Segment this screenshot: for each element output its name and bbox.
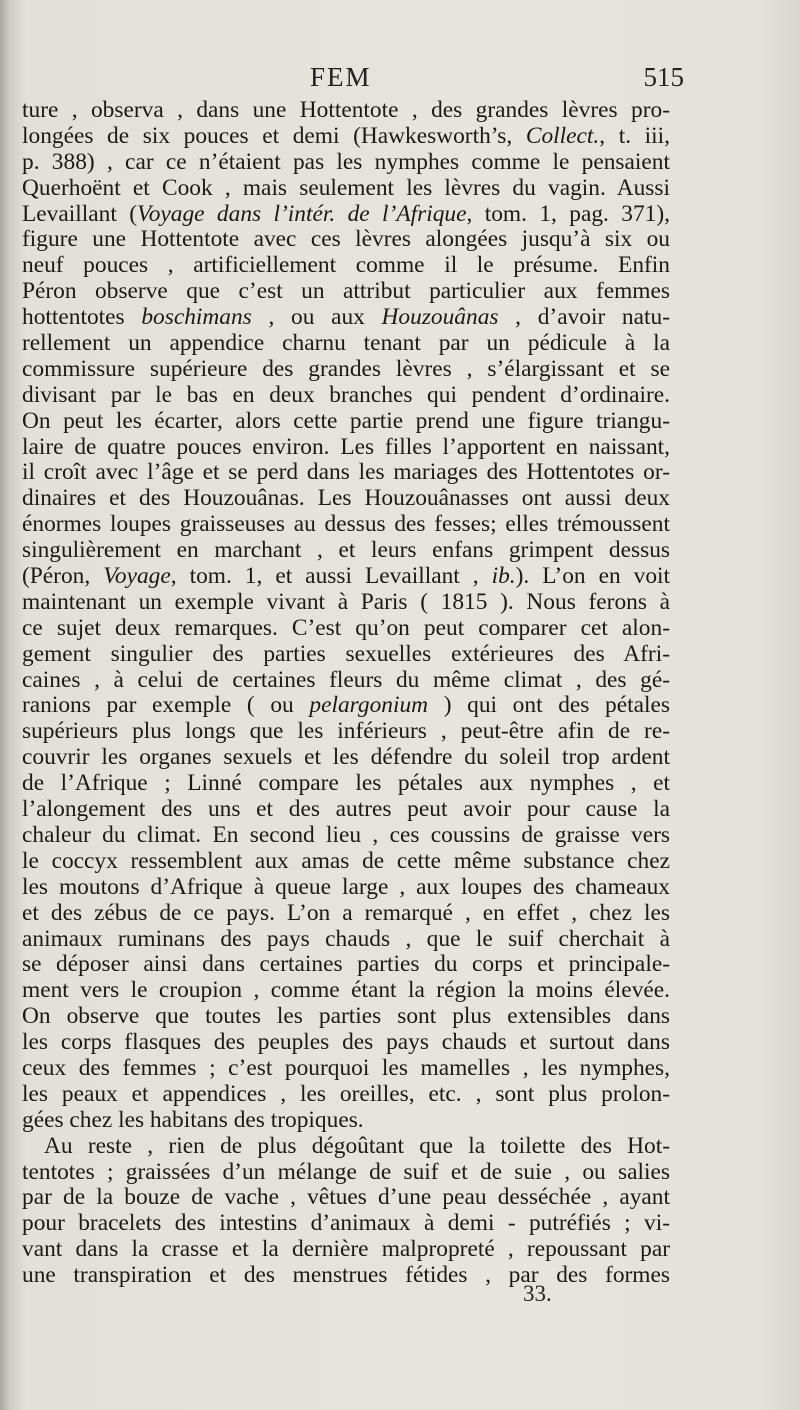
- text-line: [22, 616, 670, 642]
- text-segment: , tom. 1, et aussi Levaillant ,: [170, 563, 492, 590]
- text-line: [22, 150, 670, 176]
- text-line: [22, 331, 670, 357]
- italic-text: Voyage dans l’intér. de l’Afrique: [137, 200, 467, 227]
- text-segment: ce sujet deux remarques. C’est qu’on peut comparer cet alon-: [22, 614, 670, 641]
- text-segment: hottentotes: [22, 304, 142, 331]
- text-line: [22, 693, 670, 719]
- text-line: [22, 849, 670, 875]
- text-line: [22, 124, 670, 150]
- text-line: [22, 1160, 670, 1186]
- text-line: [22, 305, 670, 331]
- text-segment: , ou aux: [251, 304, 382, 331]
- text-line: [22, 823, 670, 849]
- text-line: [22, 1134, 670, 1160]
- text-segment: une transpiration et des menstrues fétides , par des formes: [22, 1262, 670, 1289]
- text-segment: les corps flasques des peuples des pays chauds et surtout dans: [22, 1029, 670, 1056]
- text-segment: les peaux et appendices , les oreilles, etc. , sont plus prolon-: [22, 1080, 670, 1107]
- text-segment: ). L’on en voit: [515, 563, 671, 590]
- text-segment: caines , à celui de certaines fleurs du même climat , des gé-: [22, 666, 670, 693]
- text-line: [22, 98, 670, 124]
- text-line: [22, 1056, 670, 1082]
- text-segment: chaleur du climat. En second lieu , ces coussins de graisse vers: [22, 821, 670, 848]
- italic-text: Voyage: [103, 563, 171, 590]
- text-segment: longées de six pouces et demi (Hawkesworth’s,: [22, 122, 526, 149]
- text-segment: dinaires et des Houzouânas. Les Houzouânasses ont aussi deux: [22, 485, 670, 512]
- text-segment: , tom. 1, pag. 371),: [466, 200, 670, 227]
- text-segment: p. 388) , car ce n’étaient pas les nymphes comme le pensaient: [22, 148, 670, 175]
- text-segment: laire de quatre pouces environ. Les filles l’apportent en naissant,: [22, 433, 670, 460]
- text-segment: (Péron,: [22, 563, 104, 590]
- text-segment: , d’avoir natu-: [498, 304, 670, 331]
- text-line: [22, 797, 670, 823]
- text-line: [22, 901, 670, 927]
- text-segment: gement singulier des parties sexuelles extérieures des Afri-: [22, 640, 670, 667]
- text-line: [22, 668, 670, 694]
- page-header: [20, 58, 684, 98]
- text-segment: couvrir les organes sexuels et les défendre du soleil trop ardent: [22, 744, 670, 771]
- text-segment: gées chez les habitans des tropiques.: [22, 1106, 364, 1133]
- text-segment: les moutons d’Afrique à queue large , aux loupes des chameaux: [22, 873, 670, 900]
- text-line: [22, 745, 670, 771]
- italic-text: pelargonium: [309, 692, 429, 719]
- text-line: [22, 875, 670, 901]
- text-line: [22, 383, 670, 409]
- text-segment: tentotes ; graissées d’un mélange de suif et de suie , ou salies: [22, 1158, 670, 1185]
- text-line: [22, 927, 670, 953]
- text-line: [22, 1263, 670, 1289]
- text-segment: commissure supérieure des grandes lèvres , s’élargissant et se: [22, 355, 670, 382]
- text-segment: Au reste , rien de plus dégoûtant que la toilette des Hot-: [44, 1132, 670, 1159]
- text-segment: ) qui ont des pétales: [428, 692, 670, 719]
- page-number: 515: [643, 62, 684, 92]
- text-segment: le coccyx ressemblent aux amas de cette même substance chez: [22, 847, 670, 874]
- text-segment: ture , observa , dans une Hottentote , des grandes lèvres pro-: [22, 97, 670, 123]
- text-line: [22, 1030, 670, 1056]
- text-segment: , t. iii,: [599, 122, 671, 149]
- text-line: [22, 1185, 670, 1211]
- text-segment: pour bracelets des intestins d’animaux à demi - putréfiés ; vi-: [22, 1210, 670, 1237]
- text-segment: de l’Afrique ; Linné compare les pétales aux nymphes , et: [22, 770, 670, 797]
- text-segment: énormes loupes graisseuses au dessus des fesses; elles trémoussent: [22, 511, 670, 538]
- text-segment: se déposer ainsi dans certaines parties du corps et principale-: [22, 951, 670, 978]
- text-line: [22, 1108, 670, 1134]
- text-segment: ceux des femmes ; c’est pourquoi les mamelles , les nymphes,: [22, 1054, 670, 1081]
- text-line: [22, 590, 670, 616]
- text-line: [22, 978, 670, 1004]
- text-line: [22, 227, 670, 253]
- text-segment: On peut les écarter, alors cette partie prend une figure triangu-: [22, 407, 670, 434]
- text-line: [22, 253, 670, 279]
- text-line: [22, 1082, 670, 1108]
- text-segment: Péron observe que c’est un attribut particulier aux femmes: [22, 278, 670, 305]
- text-line: [22, 1004, 670, 1030]
- text-line: [22, 564, 670, 590]
- text-segment: il croît avec l’âge et se perd dans les mariages des Hottentotes or-: [22, 459, 670, 486]
- text-line: [22, 279, 670, 305]
- body-text: [22, 98, 670, 1289]
- text-line: [22, 357, 670, 383]
- text-segment: et des zébus de ce pays. L’on a remarqué , en effet , chez les: [22, 899, 670, 926]
- signature-mark: 33.: [523, 1281, 552, 1306]
- text-segment: l’alongement des uns et des autres peut avoir pour cause la: [22, 796, 670, 823]
- italic-text: Collect.: [525, 122, 600, 149]
- text-line: [22, 460, 670, 486]
- text-segment: Levaillant (: [22, 200, 137, 227]
- text-line: [22, 435, 670, 461]
- text-segment: ment vers le croupion , comme étant la région la moins élevée.: [22, 977, 670, 1004]
- text-segment: figure une Hottentote avec ces lèvres alongées jusqu’à six ou: [22, 226, 670, 253]
- text-line: [22, 409, 670, 435]
- text-line: [22, 512, 670, 538]
- italic-text: Houzouânas: [381, 304, 499, 331]
- text-segment: rellement un appendice charnu tenant par un pédicule à la: [22, 330, 670, 357]
- text-segment: par de la bouze de vache , vêtues d’une peau desséchée , ayant: [22, 1184, 670, 1211]
- text-line: [22, 202, 670, 228]
- text-segment: ranions par exemple ( ou: [22, 692, 310, 719]
- text-line: [22, 1237, 670, 1263]
- text-segment: animaux ruminans des pays chauds , que le suif cherchait à: [22, 925, 670, 952]
- text-segment: On observe que toutes les parties sont plus extensibles dans: [22, 1003, 670, 1030]
- text-segment: divisant par le bas en deux branches qui pendent d’ordinaire.: [22, 381, 670, 408]
- text-line: [22, 771, 670, 797]
- running-head: FEM: [310, 62, 372, 92]
- text-segment: vant dans la crasse et la dernière malpropreté , repoussant par: [22, 1236, 670, 1263]
- page-edge-shadow: [760, 0, 800, 1410]
- text-line: [22, 538, 670, 564]
- text-line: [22, 176, 670, 202]
- text-line: [22, 1211, 670, 1237]
- text-line: [22, 952, 670, 978]
- text-segment: maintenant un exemple vivant à Paris ( 1815 ). Nous ferons à: [22, 588, 670, 615]
- italic-text: boschimans: [141, 304, 252, 331]
- text-segment: singulièrement en marchant , et leurs enfans grimpent dessus: [22, 537, 670, 564]
- italic-text: ib.: [491, 563, 516, 590]
- text-segment: supérieurs plus longs que les inférieurs , peut-être afin de re-: [22, 718, 670, 745]
- text-line: [22, 719, 670, 745]
- text-segment: neuf pouces , artificiellement comme il le présume. Enfin: [22, 252, 670, 279]
- text-line: [22, 642, 670, 668]
- text-segment: Querhoënt et Cook , mais seulement les lèvres du vagin. Aussi: [22, 174, 670, 201]
- text-line: [22, 486, 670, 512]
